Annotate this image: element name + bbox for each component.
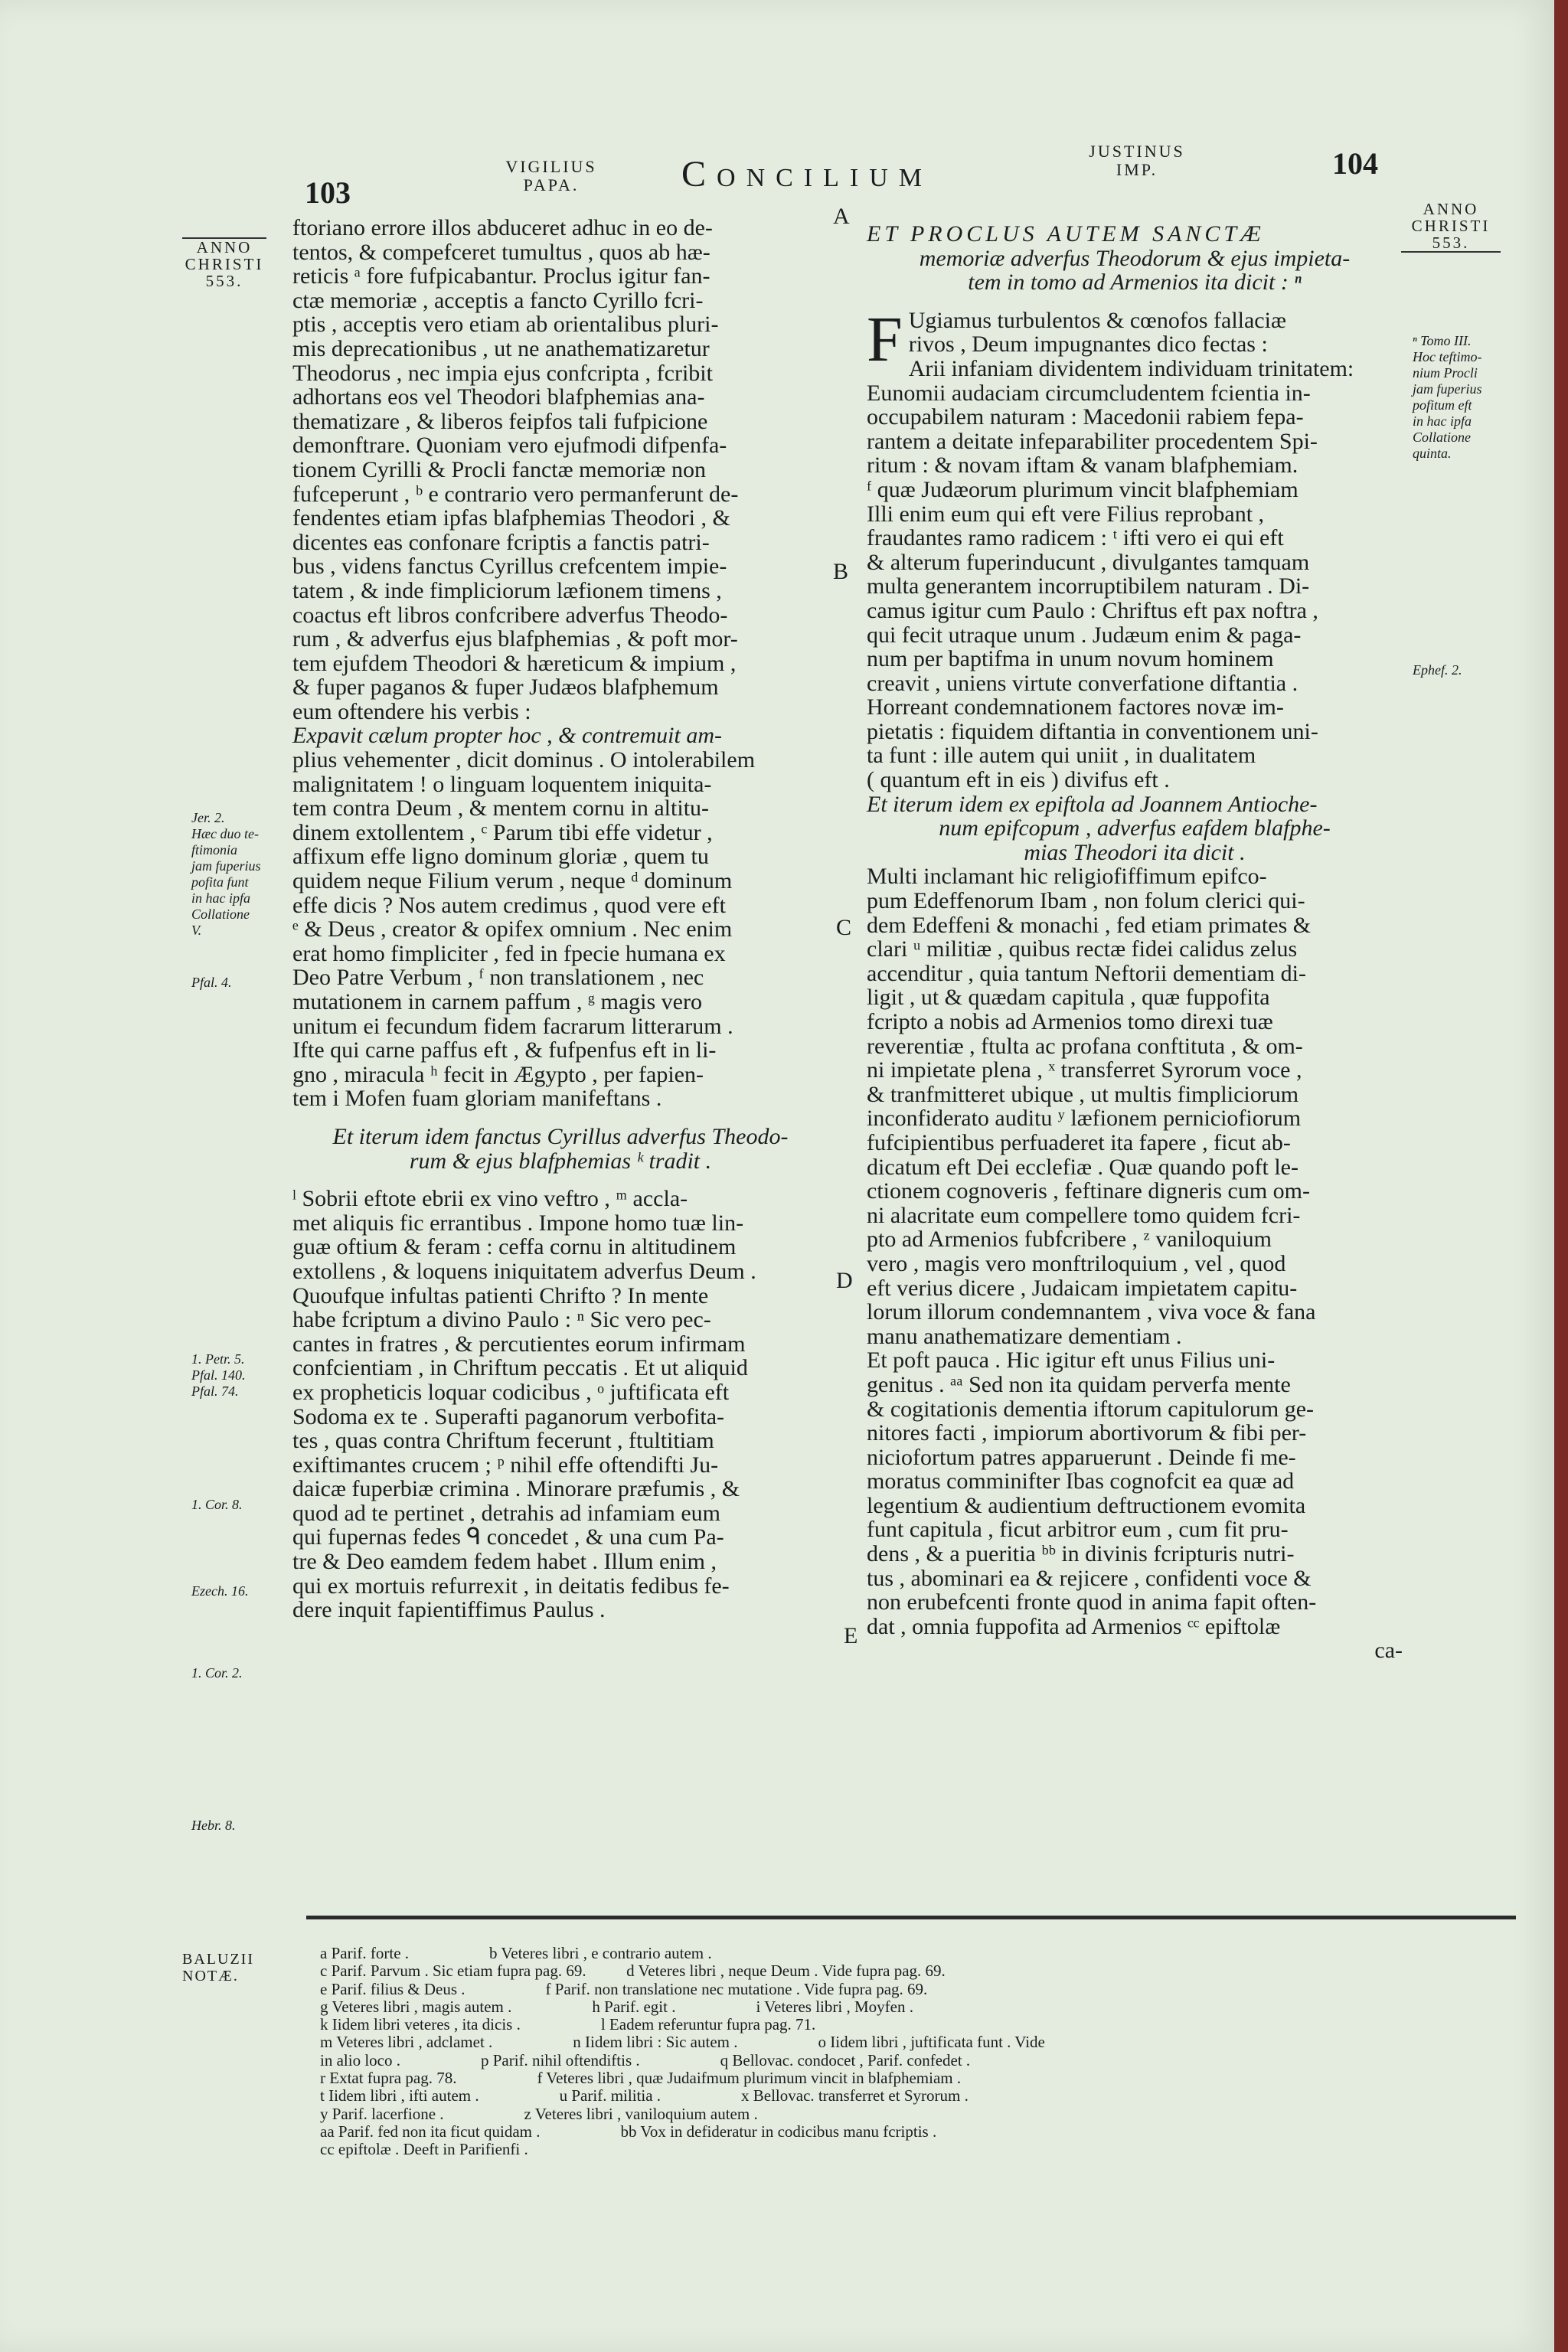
margin-note-line: Pfal. 140. (191, 1367, 246, 1383)
footnote-line: in alio loco . p Parif. nihil oftendiftis . q Bellovac. condocet , Parif. confedet . (320, 2050, 971, 2069)
text-line: affixum effe ligno dominum gloriæ , quem tu (292, 844, 709, 870)
text-line: ritum : & novam iftam & vanam blafphemiam. (867, 452, 1298, 479)
text-line: dicatum eft Dei ecclefiæ . Quæ quando poft le- (867, 1154, 1298, 1180)
margin-note (191, 1583, 299, 1599)
margin-note-line: nium Procli (1413, 365, 1478, 381)
notes-title-line: NOTÆ. (182, 1968, 239, 1984)
text-line: ( quantum eft in eis ) divifus eft . (867, 767, 1170, 793)
text-line: nitores facti , impiorum abortivorum & fibi per- (867, 1420, 1307, 1446)
text-line: mutationem in carnem paffum , ᵍ magis vero (292, 989, 702, 1014)
section-letter-b: B (833, 559, 849, 584)
margin-note-line: Collatione (191, 906, 250, 922)
text-line: & cogitationis dementia iftorum capitulorum ge- (867, 1396, 1315, 1422)
footnote-line: r Extat fupra pag. 78. f Veteres libri , quæ Judaifmum plurimum vincit in blafphemiam . (320, 2069, 962, 2088)
margin-note-line: ftimonia (191, 842, 238, 858)
text-line-content: Ugiamus turbulentos & cœnofos fallaciæ (908, 307, 1286, 333)
running-head-line: PAPA. (523, 175, 580, 194)
right-text-column (867, 222, 1403, 1663)
text-line: num epifcopum , adverfus eafdem blafphe- (939, 815, 1331, 841)
text-line: gno , miracula ʰ fecit in Ægypto , per fapien- (292, 1061, 704, 1087)
margin-note (191, 810, 299, 939)
anno-label: ANNO (1423, 200, 1479, 218)
text-line: quidem neque Filium verum , neque ᵈ dominum (292, 868, 733, 894)
anno-label: ANNO (196, 238, 253, 256)
text-line: manu anathematizare dementiam . (867, 1323, 1182, 1349)
text-line: ptis , acceptis vero etiam ab orientalibus pluri- (292, 312, 719, 338)
text-line: reverentiæ , ftulta ac profana conftituta , & om- (867, 1033, 1303, 1059)
text-line: qui fecit utraque unum . Judæum enim & paga- (867, 622, 1302, 648)
margin-note-line: Pfal. 4. (191, 975, 232, 990)
margin-note (191, 975, 299, 991)
text-line: Et iterum idem ex epiftola ad Joannem Antioche- (867, 791, 1318, 817)
text-line: dat , omnia fuppofita ad Armenios ᶜᶜ epiftolæ (867, 1613, 1281, 1639)
left-running-head (498, 158, 605, 194)
footnote-rule (306, 1916, 1516, 1919)
footnote-line: a Parif. forte . b Veteres libri , e contrario autem . (320, 1944, 712, 1962)
text-line: tem i Mofen fuam gloriam manifeftans . (292, 1086, 662, 1112)
text-line: vero , magis vero monftriloquium , vel , quod (867, 1250, 1286, 1276)
text-line: & fuper paganos & fuper Judæos blafphemum (292, 675, 719, 701)
section-letter-c: C (836, 915, 852, 940)
text-line: quod ad te pertinet , detrahis ad infamiam eum (292, 1500, 720, 1526)
line-gap (292, 1173, 828, 1187)
text-line: dinem extollentem , ᶜ Parum tibi effe videtur , (292, 819, 713, 845)
text-line: tatem , & inde fimpliciorum læfionem timens , (292, 577, 722, 603)
text-line: rum & ejus blafphemias ᵏ tradit . (409, 1148, 712, 1174)
text-line: niciofortum patres apparuerunt . Deinde fi me- (867, 1444, 1296, 1470)
running-head-line: IMP. (1116, 160, 1158, 179)
text-line: ᶠ quæ Judæorum plurimum vincit blafphemiam (867, 476, 1298, 502)
margin-note-line: Hebr. 8. (191, 1818, 236, 1833)
text-line: ni alacritate eum compellere tomo quidem fcri- (867, 1202, 1301, 1228)
margin-note-line: jam fuperius (191, 858, 261, 874)
text-line: Expavit cælum propter hoc , & contremuit am- (292, 723, 723, 749)
text-line: dens , & a pueritia ᵇᵇ in divinis fcripturis nutri- (867, 1541, 1295, 1567)
text-line: met aliquis fic errantibus . Impone homo tuæ lin- (292, 1210, 744, 1236)
text-line: fraudantes ramo radicem : ᵗ ifti vero ei qui eft (867, 525, 1284, 551)
section-letter-e: E (844, 1623, 858, 1648)
margin-note-line: 1. Petr. 5. (191, 1351, 245, 1367)
text-line: unitum ei fecundum fidem facrarum litterarum . (292, 1013, 733, 1039)
text-line: ftoriano errore illos abduceret adhuc in eo de- (292, 215, 713, 240)
text-line: guæ oftium & feram : ceffa cornu in altitudinem (292, 1234, 737, 1260)
text-line: ˡ Sobrii eftote ebrii ex vino veftro , ᵐ accla- (292, 1186, 688, 1212)
text-line: adhortans eos vel Theodori blafphemias ana- (292, 384, 705, 410)
margin-note-line: ⁿ Tomo III. (1413, 333, 1472, 348)
margin-note-line: in hac ipfa (1413, 413, 1472, 429)
text-line: accenditur , quia tantum Neftorii dementiam di- (867, 960, 1306, 986)
text-line: fendentes etiam ipfas blafphemias Theodori , & (292, 505, 730, 531)
text-line: qui ex mortuis refurrexit , in deitatis fedibus fe- (292, 1573, 730, 1599)
text-line: Ifte qui carne paffus eft , & fufpenfus eft in li- (292, 1037, 717, 1063)
running-head-line: JUSTINUS (1089, 142, 1185, 161)
footnote-line: k Iidem libri veteres , ita dicis . l Eadem referuntur fupra pag. 71. (320, 2015, 816, 2034)
line-gap (867, 295, 1403, 309)
margin-note-line: quinta. (1413, 446, 1452, 461)
text-line: Arii infaniam dividentem individuam trinitatem: (908, 355, 1354, 381)
text-line: fcripto a nobis ad Armenios tomo direxi tuæ (867, 1009, 1273, 1034)
footnote-line: e Parif. filius & Deus . f Parif. non translatione nec mutatione . Vide fupra pag. 69. (320, 1979, 928, 1998)
margin-note-line: 1. Cor. 8. (191, 1497, 243, 1512)
text-line: Theodorus , nec impia ejus confcripta , fcribit (292, 360, 713, 386)
text-line: malignitatem ! o linguam loquentem iniquita- (292, 771, 712, 797)
text-line: demonftrare. Quoniam vero ejufmodi difpenfa- (292, 433, 727, 459)
text-line: ᵉ & Deus , creator & opifex omnium . Nec enim (292, 916, 733, 942)
text-line: tus , abominari ea & rejicere , confidenti voce & (867, 1565, 1312, 1591)
text-line: Illi enim eum qui eft vere Filius reprobant , (867, 501, 1265, 527)
margin-note-line: V. (191, 923, 202, 938)
text-line: Deo Patre Verbum , ᶠ non translationem , nec (292, 965, 704, 991)
footnotes-block (320, 1945, 1530, 2159)
text-line: cantes in fratres , & percutientes eorum infirmam (292, 1331, 746, 1357)
text-line: ta funt : ille autem qui uniit , in dualitatem (867, 743, 1256, 769)
text-line: tem ejufdem Theodori & hæreticum & impium , (292, 650, 737, 676)
text-line: coactus eft libros confcribere adverfus Theodo- (292, 602, 728, 628)
margin-note-line: jam fuperius (1413, 381, 1482, 397)
text-line: multa generantem incorruptibilem naturam . Di- (867, 573, 1310, 599)
right-running-head (1072, 142, 1202, 179)
text-line: pietatis : fiquidem diftantia in conventionem uni- (867, 718, 1318, 744)
text-line: rantem a deitate infeparabiliter procedentem Spi- (867, 428, 1318, 454)
margin-note-line: Collatione (1413, 430, 1471, 445)
margin-note (191, 1818, 299, 1834)
margin-note (1413, 662, 1527, 678)
footnote-line: c Parif. Parvum . Sic etiam fupra pag. 69. d Veteres libri , neque Deum . Vide fupra pag. 69. (320, 1962, 946, 1981)
text-line: Multi inclamant hic religiofiffimum epifco- (867, 864, 1267, 890)
text-line: genitus . ᵃᵃ Sed non ita quidam perverfa mente (867, 1371, 1291, 1397)
section-heading: ET PROCLUS AUTEM SANCTÆ (867, 221, 1265, 247)
margin-note (1413, 333, 1527, 462)
text-line: pum Edeffenorum Ibam , non folum clerici qui- (867, 888, 1305, 914)
page-title: Concilium (681, 154, 933, 194)
text-line: funt capitula , ficut arbitror eum , cum fit pru- (867, 1517, 1289, 1543)
text-line: ex propheticis loquar codicibus , ᵒ juftificata eft (292, 1379, 730, 1405)
right-page-number: 104 (1332, 146, 1378, 181)
text-line: pto ad Armenios fubfcribere , ᶻ vaniloquium (867, 1227, 1272, 1253)
text-line: rivos , Deum impugnantes dico fectas : (908, 332, 1268, 358)
text-line: mis deprecationibus , ut ne anathematizaretur (292, 335, 710, 361)
section-letter-a: A (833, 204, 850, 229)
text-line: tem in tomo ad Armenios ita dicit : ⁿ (968, 270, 1302, 296)
line-gap (292, 1111, 828, 1125)
running-head-line: VIGILIUS (505, 157, 597, 176)
catchword: ca- (1374, 1638, 1403, 1664)
margin-note-line: pofita funt (191, 874, 249, 890)
text-line: Et poft pauca . Hic igitur eft unus Filius uni- (867, 1348, 1276, 1374)
text-line: & alterum fuperinducunt , divulgantes tamquam (867, 549, 1310, 575)
footnote-line: g Veteres libri , magis autem . h Parif. egit . i Veteres libri , Moyfen . (320, 1997, 913, 2016)
text-line: occupabilem naturam : Macedonii rabiem fepa- (867, 404, 1304, 430)
text-line: Et iterum idem fanctus Cyrillus adverfus Theodo- (332, 1123, 789, 1149)
text-line: habe fcriptum a divino Paulo : ⁿ Sic vero pec- (292, 1307, 711, 1333)
footnote-line: cc epiftolæ . Deeft in Parifienfi . (320, 2140, 528, 2159)
text-line: ligit , ut & quædam capitula , quæ fuppofita (867, 985, 1270, 1011)
text-line: mias Theodori ita dicit . (1024, 839, 1246, 865)
text-line: effe dicis ? Nos autem credimus , quod vere eft (292, 892, 726, 918)
text-line: reticis ᵃ fore fufpicabantur. Proclus igitur fan- (292, 263, 710, 289)
text-line: tionem Cyrilli & Procli fanctæ memoriæ non (292, 456, 706, 482)
year-label: 553. (205, 272, 243, 290)
text-line: tem contra Deum , & mentem cornu in altitu- (292, 795, 710, 822)
text-line: eft verius dicere , Judaicam impietatem capitu- (867, 1275, 1298, 1301)
text-line: fufcipientibus perfuaderet ita fapere , ficut ab- (867, 1129, 1291, 1155)
text-line: extollens , & loquens iniquitatem adverfus Deum . (292, 1258, 756, 1284)
margin-note (191, 1665, 299, 1681)
text-line: dere inquit fapientiffimus Paulus . (292, 1597, 606, 1623)
text-line: & tranfmitteret ubique , ut multis fimpliciorum (867, 1081, 1299, 1107)
text-line: bus , videns fanctus Cyrillus crefcentem impie- (292, 554, 727, 580)
text-line: dem Edeffeni & monachi , fed etiam primates & (867, 912, 1312, 938)
text-line: Eunomii audaciam circumcludentem fcientia in- (867, 380, 1311, 406)
text-line: exiftimantes crucem ; ᵖ nihil effe oftendifti Ju- (292, 1452, 719, 1478)
text-line: dicentes eas confonare fcriptis a fanctis patri- (292, 529, 710, 555)
anno-christi-left (182, 237, 266, 289)
text-line: camus igitur cum Paulo : Chriftus eft pax noftra , (867, 597, 1318, 623)
christi-label: CHRISTI (1411, 217, 1491, 235)
left-text-column (292, 216, 828, 1622)
margin-note-line: Hoc teftimo- (1413, 349, 1482, 364)
footnote-line: t Iidem libri , ifti autem . u Parif. militia . x Bellovac. transferret et Syrorum . (320, 2086, 969, 2105)
footnote-line: aa Parif. fed non ita ficut quidam . bb Vox in defideratur in codicibus manu fcriptis . (320, 2122, 937, 2141)
christi-label: CHRISTI (185, 255, 264, 273)
text-line: ctionem cognoveris , feftinare digneris cum om- (867, 1178, 1310, 1204)
margin-note-line: Pfal. 74. (191, 1383, 239, 1399)
margin-note-line: Ezech. 16. (191, 1583, 249, 1599)
text-line: tre & Deo eamdem fedem habet . Illum enim , (292, 1549, 717, 1575)
book-cover-edge (1554, 0, 1568, 2352)
text-line: qui fupernas fedes ᑫ concedet , & una cum Pa- (292, 1524, 724, 1550)
text-line: num per baptifma in unum novum hominem (867, 646, 1274, 672)
text-line: memoriæ adverfus Theodorum & ejus impieta- (919, 245, 1351, 271)
notes-title (182, 1951, 254, 1984)
text-line: plius vehementer , dicit dominus . O intolerabilem (292, 747, 756, 773)
text-line: creavit , uniens virtute converfatione diftantia . (867, 670, 1298, 696)
text-line: ctæ memoriæ , acceptis a fancto Cyrillo fcri- (292, 287, 704, 313)
text-line: moratus comminifter Ibas cognofcit ea quæ ad (867, 1468, 1295, 1494)
anno-christi-right (1401, 201, 1501, 253)
text-line: tentos, & compefceret tumultus , quos ab hæ- (292, 239, 710, 265)
text-line: lorum illorum condemnantem , viva voce & fana (867, 1299, 1316, 1325)
text-line: legentium & audientium deftructionem evomita (867, 1492, 1306, 1518)
notes-title-line: BALUZII (182, 1951, 254, 1968)
text-line: ni impietate plena , ˣ transferret Syrorum voce , (867, 1057, 1302, 1083)
text-line: daicæ fuperbiæ crimina . Minorare præfumis , & (292, 1476, 740, 1502)
year-label: 553. (1432, 234, 1470, 252)
text-line: clari ᵘ militiæ , quibus rectæ fidei calidus zelus (867, 936, 1298, 962)
margin-note (191, 1351, 299, 1400)
text-line: non erubefcenti fronte quod in anima fapit often- (867, 1589, 1317, 1615)
text-line: rum , & adverfus ejus blafphemias , & poft mor- (292, 626, 738, 652)
text-line: erat homo fimpliciter , fed in fpecie humana ex (292, 940, 726, 966)
drop-cap-letter: F (867, 303, 903, 375)
text-line: thematizare , & liberos feipfos tali fufpicione (292, 408, 708, 434)
section-letter-d: D (836, 1268, 853, 1293)
margin-note-line: in hac ipfa (191, 890, 250, 906)
footnote-line: y Parif. lacerfione . z Veteres libri , vaniloquium autem . (320, 2104, 758, 2123)
text-line: Horreant condemnationem factores novæ im- (867, 694, 1284, 720)
text-line: tes , quas contra Chriftum fecerunt , ftultitiam (292, 1428, 714, 1454)
margin-note-line: Ephef. 2. (1413, 662, 1462, 678)
margin-note (191, 1497, 299, 1513)
margin-note-line: 1. Cor. 2. (191, 1665, 243, 1681)
text-line: eum oftendere his verbis : (292, 698, 531, 724)
left-page-number: 103 (305, 175, 351, 210)
text-line: Quoufque infultas patienti Chrifto ? In mente (292, 1282, 709, 1308)
text-line: inconfiderato auditu ʸ læfionem perniciofiorum (867, 1106, 1302, 1132)
margin-note-line: Jer. 2. (191, 810, 225, 825)
text-line: Sodoma ex te . Superafti paganorum verbofita- (292, 1403, 724, 1429)
text-line: fufceperunt , ᵇ e contrario vero permanferunt de- (292, 481, 739, 507)
margin-note-line: pofitum eft (1413, 397, 1472, 413)
text-line: confcientiam , in Chriftum peccatis . Et ut aliquid (292, 1355, 748, 1381)
footnote-line: m Veteres libri , adclamet . n Iidem libri : Sic autem . o Iidem libri , juftificata funt . Vide (320, 2033, 1045, 2052)
margin-note-line: Hæc duo te- (191, 826, 259, 841)
